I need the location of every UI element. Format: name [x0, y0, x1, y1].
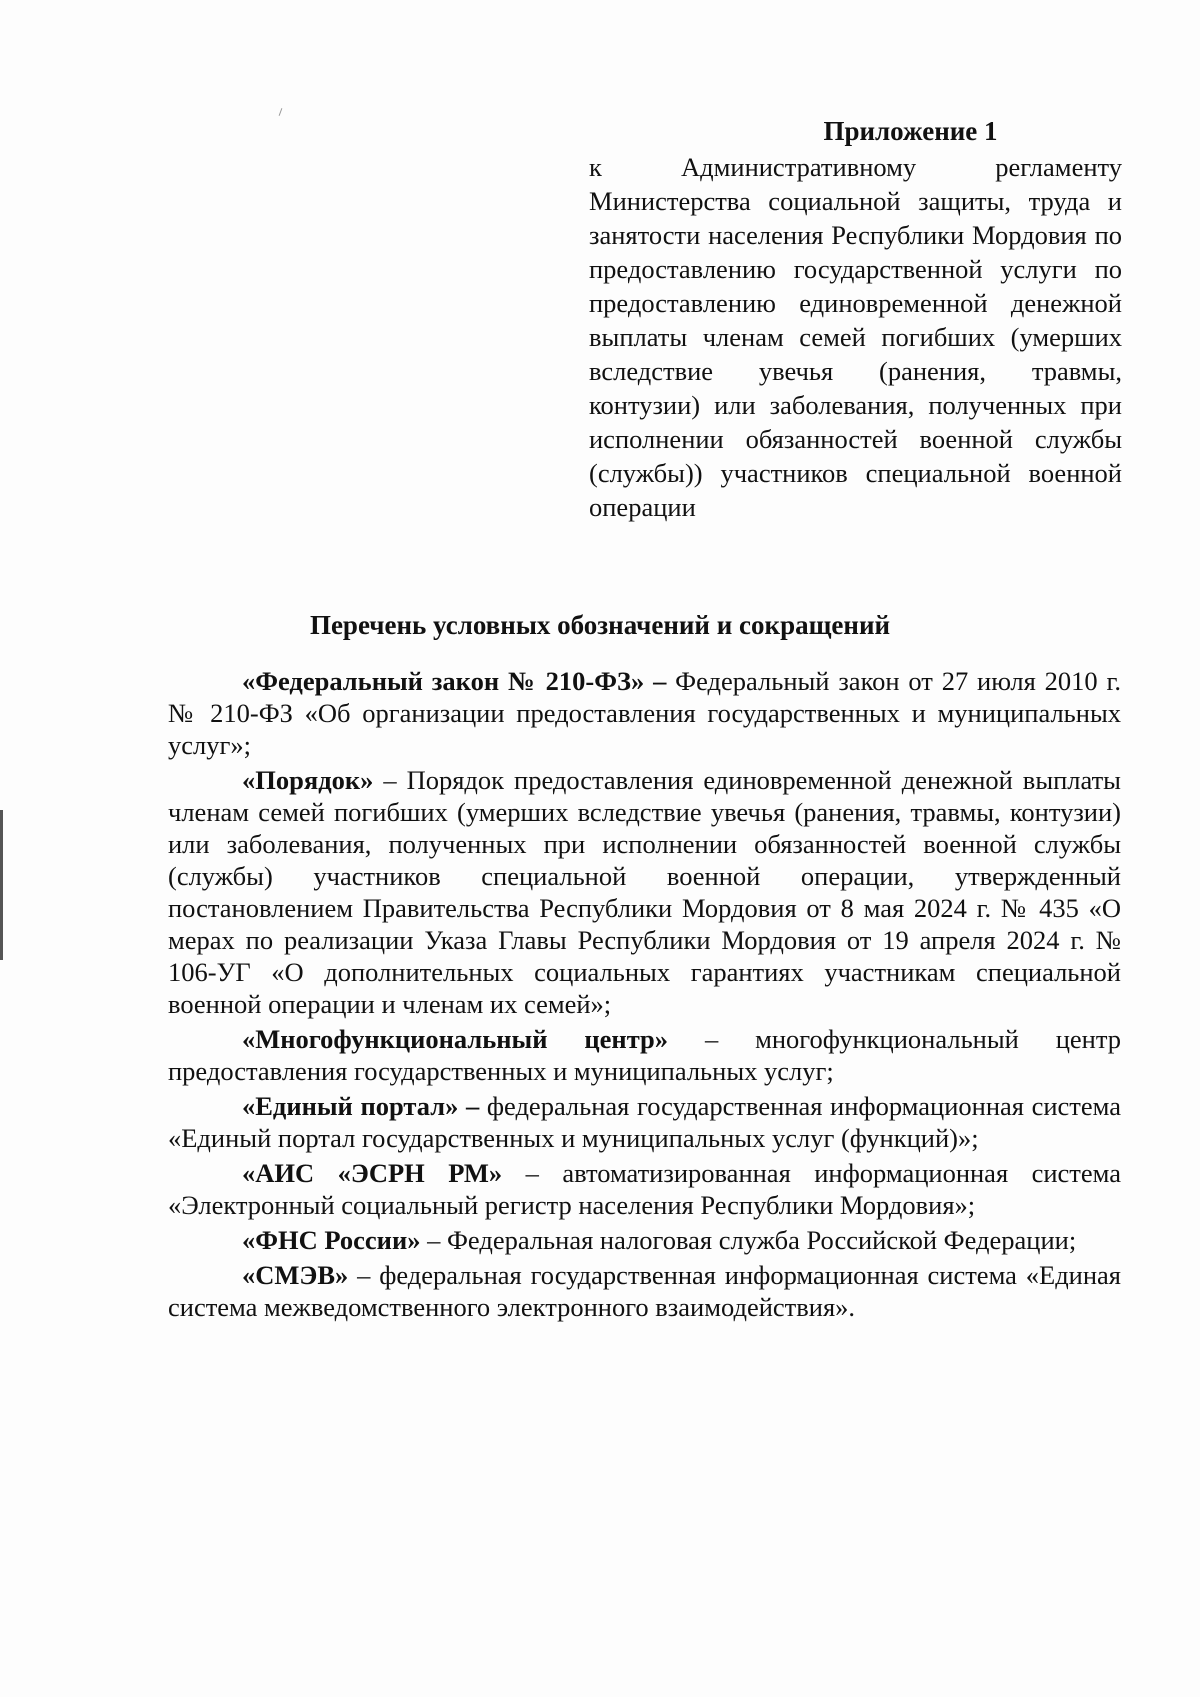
definition-item	[168, 1259, 1121, 1323]
definition-item	[168, 1023, 1121, 1087]
definitions-list	[168, 665, 1121, 1326]
definition-text: – Федеральная налоговая служба Российской Федерации;	[420, 1225, 1077, 1255]
definition-text: – многофункциональный центр предоставления государственных и муниципальных услуг;	[168, 1024, 1121, 1086]
definition-text: – федеральная государственная информационная система «Единая система межведомственного электронного взаимодействия».	[168, 1260, 1121, 1322]
definition-item	[168, 1157, 1121, 1221]
scan-speck	[279, 108, 283, 116]
appendix-title: Приложение 1	[823, 116, 998, 146]
appendix-description: к Административному регламенту Министерства социальной защиты, труда и занятости населения Республики Мордовия по предоставлению государственной услуги по предоставлению единовременной денежной выплаты членам семей погибших (умерших вследствие увечья (ранения, травмы, контузии) или заболевания, полученных при исполнении обязанностей военной службы (службы)) участников специальной военной операции	[589, 152, 1122, 522]
definition-term: «АИС «ЭСРН РМ»	[242, 1158, 503, 1188]
definition-text: – Порядок предоставления единовременной денежной выплаты членам семей погибших (умерших вследствие увечья (ранения, травмы, контузии) или заболевания, полученных при исполнении обязанностей военной службы (службы) участников специальной военной операции, утвержденный постановлением Правительства Республики Мордовия от 8 мая 2024 г. № 435 «О мерах по реализации Указа Главы Республики Мордовия от 19 апреля 2024 г. № 106-УГ «О дополнительных социальных гарантиях участникам специальной военной операции и членам их семей»;	[168, 765, 1121, 1019]
definition-term: «СМЭВ»	[242, 1260, 349, 1290]
definition-term: «Федеральный закон № 210-ФЗ» –	[242, 666, 667, 696]
definition-text: – автоматизированная информационная система «Электронный социальный регистр населения Республики Мордовия»;	[168, 1158, 1121, 1220]
definition-item	[168, 665, 1121, 761]
definition-item	[168, 764, 1121, 1020]
definition-text: Федеральный закон от 27 июля 2010 г. № 210-ФЗ «Об организации предоставления государственных и муниципальных услуг»;	[168, 666, 1121, 760]
section-heading: Перечень условных обозначений и сокращений	[309, 610, 891, 640]
appendix-header	[589, 114, 1122, 524]
definition-term: «Порядок»	[242, 765, 374, 795]
definition-term: «Единый портал» –	[242, 1091, 480, 1121]
scan-edge-mark	[0, 810, 3, 960]
definition-text: федеральная государственная информационная система «Единый портал государственных и муниципальных услуг (функций)»;	[168, 1091, 1121, 1153]
definition-term: «ФНС России»	[242, 1225, 421, 1255]
definition-item	[168, 1224, 1121, 1256]
definition-item	[168, 1090, 1121, 1154]
definition-term: «Многофункциональный центр»	[242, 1024, 669, 1054]
